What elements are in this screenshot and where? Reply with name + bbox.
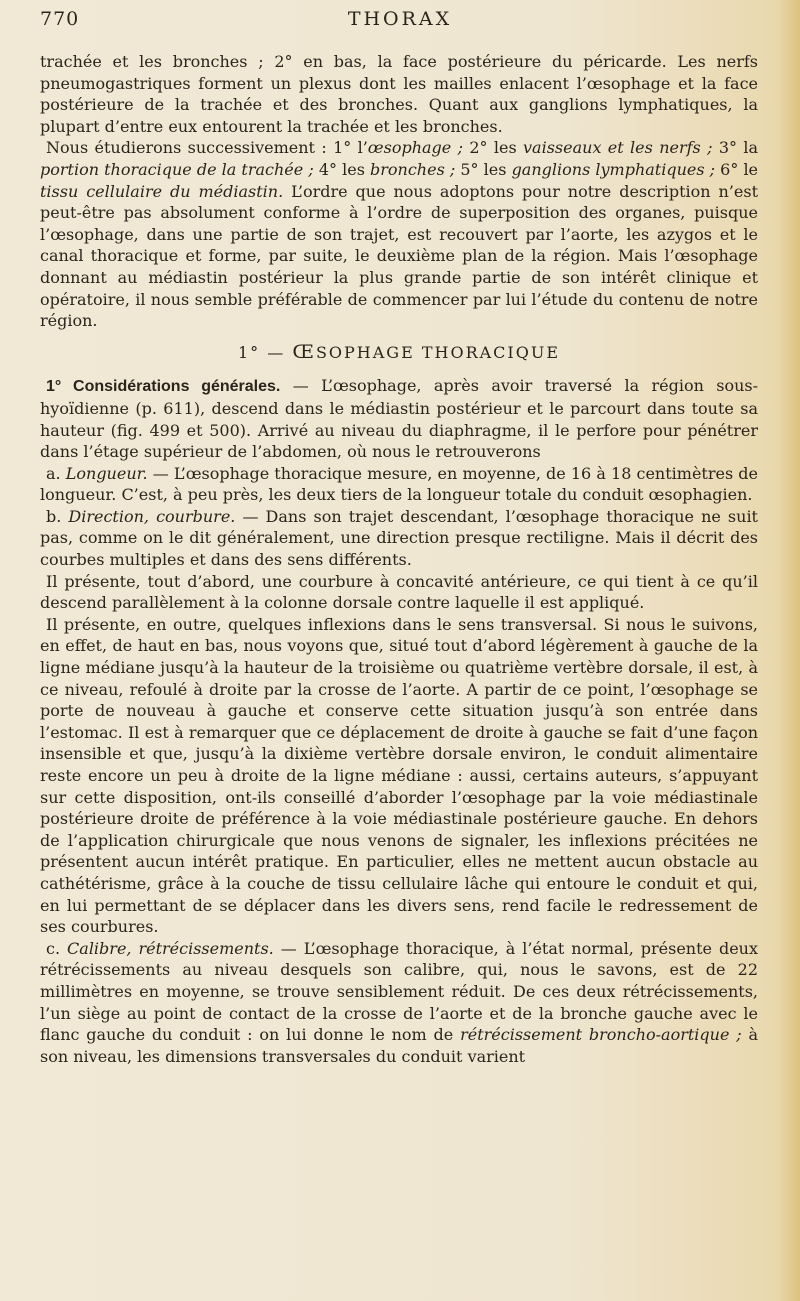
- calibre-title: Calibre, rétrécissements.: [67, 938, 274, 958]
- considerations-paragraph: 1° Considérations générales. — L’œsophage, après avoir traversé la région sous-hyoïdienne (p. 611), descend dans le médiastin postérieur et le parcourt dans toute sa hauteur (fig. 499 et 500). Arrivé au niveau du diaphragme, il le perfore pour pénétrer dans l’étage supérieur de l’abdomen, où nous le retrouverons: [40, 376, 759, 462]
- running-title: THORAX: [347, 8, 453, 30]
- page-body: [40, 51, 758, 1067]
- section-heading: 1° — ŒSOPHAGE THORACIQUE: [237, 340, 561, 363]
- considerations-label: 1° Considérations générales.: [46, 378, 281, 396]
- outline-paragraph: Nous étudierons successivement : 1° l’œsophage ; 2° les vaisseaux et les nerfs ; 3° la portion thoracique de la trachée ; 4° les bronches ; 5° les ganglions lymphatiques ; 6° le tissu cellulaire du médiastin. L’ordre que nous adoptons pour notre description n’est peut-être pas absolument conforme à l’ordre de superposition des organes, puisque l’œsophage, dans une partie de son trajet, est recouvert par l’aorte, les azygos et le canal thoracique et forme, par suite, le deuxième plan de la région. Mais l’œsophage donnant au médiastin postérieur la plus grande partie de son intérêt clinique et opératoire, il nous semble préférable de commencer par lui l’étude du contenu de notre région.: [40, 138, 759, 331]
- longueur-paragraph: a. Longueur. — L’œsophage thoracique mesure, en moyenne, de 16 à 18 centimètres de longueur. C’est, à peu près, les deux tiers de la longueur totale du conduit œsophagien.: [40, 463, 758, 505]
- page-number: 770: [40, 8, 80, 30]
- longueur-title: Longueur.: [65, 463, 148, 483]
- calibre-paragraph: c. Calibre, rétrécissements. — L’œsophage thoracique, à l’état normal, présente deux rétrécissements au niveau desquels son calibre, qui, nous le savons, est de 22 millimètres en moyenne, se trouve sensiblement réduit. De ces deux rétrécissements, l’un siège au point de contact de la crosse de l’aorte et de la bronche gauche avec le flanc gauche du conduit : on lui donne le nom de rétrécissement broncho-aortique ; à son niveau, les dimensions transversales du conduit varient: [40, 938, 759, 1066]
- intro-paragraph: trachée et les bronches ; 2° en bas, la face postérieure du péricarde. Les nerfs pneumogastriques forment un plexus dont les mailles enlacent l’œsophage et la face postérieure de la trachée et des bronches. Quant aux ganglions lymphatiques, la plupart d’entre eux entourent la trachée et les bronches.: [40, 52, 758, 136]
- direction-paragraph-3: Il présente, en outre, quelques inflexions dans le sens transversal. Si nous le suivons, en effet, de haut en bas, nous voyons que, situé tout d’abord légèrement à gauche de la ligne médiane jusqu’à la hauteur de la troisième ou quatrième vertèbre dorsale, il est, à ce niveau, refoulé à droite par la crosse de l’aorte. A partir de ce point, l’œsophage se porte de nouveau à gauche et conserve cette situation jusqu’à son entrée dans l’estomac. Il est à remarquer que ce déplacement de droite à gauche se fait d’une façon insensible et que, jusqu’à la dixième vertèbre dorsale environ, le conduit alimentaire reste encore un peu à droite de la ligne médiane : aussi, certains auteurs, s’appuyant sur cette disposition, ont-ils conseillé d’aborder l’œsophage par la voie médiastinale postérieure droite de préférence à la voie médiastinale postérieure gauche. En dehors de l’application chirurgicale que nous venons de signaler, les inflexions précitées ne présentent aucun intérêt pratique. En particulier, elles ne mettent aucun obstacle au cathétérisme, grâce à la couche de tissu cellulaire lâche qui entoure le conduit et qui, en lui permettant de se déplacer dans les divers sens, rend facile le redressement de ses courbures.: [40, 614, 758, 937]
- direction-paragraph-2: Il présente, tout d’abord, une courbure à concavité antérieure, ce qui tient à ce qu’il descend parallèlement à la colonne dorsale contre laquelle il est appliqué.: [40, 571, 758, 613]
- page-edge-shadow: [778, 0, 800, 1301]
- running-header: [40, 8, 760, 38]
- direction-paragraph: b. Direction, courbure. — Dans son trajet descendant, l’œsophage thoracique ne suit pas, comme on le dit généralement, une direction presque rectiligne. Mais il décrit des courbes multiples et dans des sens différents.: [40, 506, 758, 570]
- direction-title: Direction, courbure.: [68, 506, 236, 526]
- broncho-aortic-term: rétrécissement broncho-aortique ;: [460, 1025, 742, 1045]
